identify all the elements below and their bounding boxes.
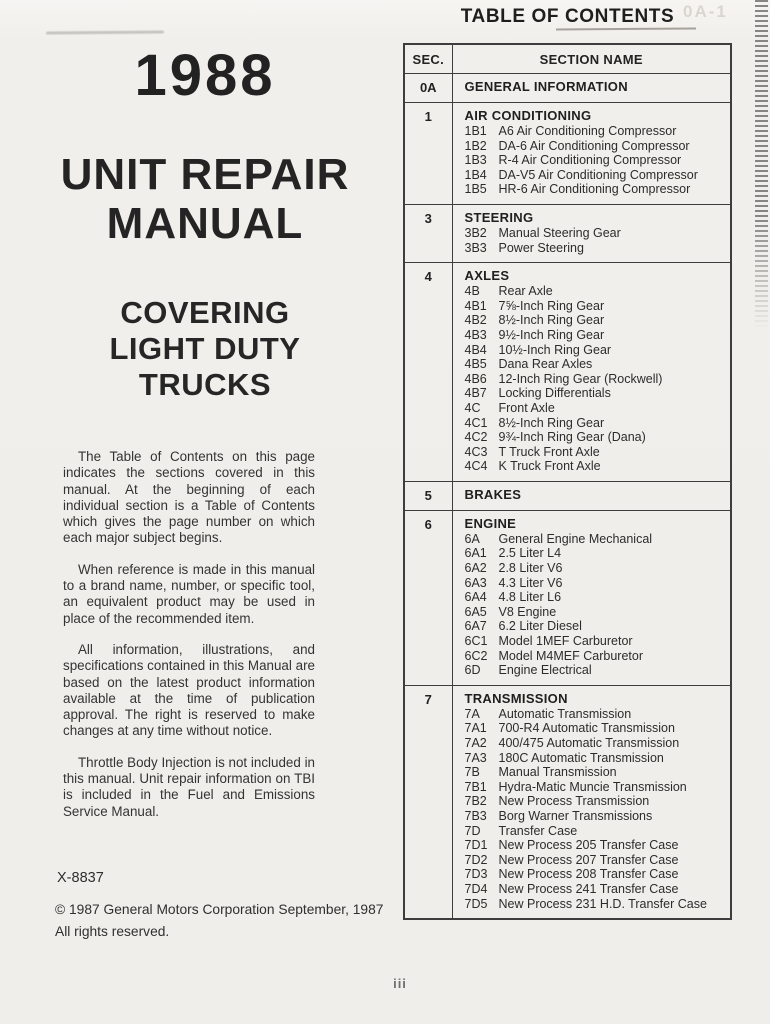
toc-item-label: New Process 241 Transfer Case (498, 881, 679, 896)
toc-item (465, 430, 725, 445)
intro-paragraph: All information, illustrations, and specifications contained in this Manual are based on the latest product information available at the time of publication approval. The right is reserved to make changes at any time without notice. (63, 641, 315, 739)
toc-item-code: 4C1 (464, 415, 488, 430)
cover-title-line2: MANUAL (106, 199, 304, 248)
cover-title-line1: UNIT REPAIR (60, 150, 350, 199)
bleed-through-page-mark: 0A-1 (683, 2, 728, 21)
toc-item-label: 12-Inch Ring Gear (Rockwell) (498, 371, 663, 386)
toc-section-row (404, 685, 731, 919)
toc-item-code: 6A5 (464, 604, 487, 619)
toc-item (465, 459, 725, 474)
toc-item-code: 4C2 (464, 430, 488, 445)
toc-item-label: A6 Air Conditioning Compressor (498, 124, 677, 138)
toc-item-label: 9½-Inch Ring Gear (498, 327, 605, 342)
toc-item-label: 4.8 Liter L6 (498, 590, 562, 605)
copyright-line1: © 1987 General Motors Corporation September, 1987 (55, 902, 384, 917)
section-name: TRANSMISSION (464, 690, 568, 706)
toc-section-row (404, 74, 731, 103)
toc-item-label: V8 Engine (498, 604, 557, 619)
toc-item (465, 590, 725, 605)
toc-item-code: 4B (464, 284, 480, 299)
toc-item (465, 153, 725, 168)
toc-item-code: 7D (464, 823, 481, 838)
toc-item-label: Model M4MEF Carburetor (498, 648, 643, 663)
toc-item-label: General Engine Mechanical (498, 531, 653, 546)
toc-item (465, 707, 725, 722)
toc-item-code: 6C2 (464, 648, 488, 663)
toc-item-code: 6A2 (464, 561, 487, 576)
toc-item-code: 4B4 (464, 342, 487, 357)
scan-artifact (46, 30, 164, 34)
toc-section-row (404, 103, 731, 205)
toc-item (465, 824, 725, 839)
toc-item-label: HR-6 Air Conditioning Compressor (498, 182, 691, 197)
section-name-cell (452, 263, 731, 482)
toc-item (465, 139, 725, 154)
toc-item-label: Transfer Case (498, 823, 578, 838)
copyright-line2: All rights reserved. (55, 924, 170, 939)
toc-item-label: New Process 207 Transfer Case (498, 852, 679, 867)
toc-section-row (404, 204, 731, 262)
section-name-cell (452, 204, 731, 262)
toc-item-code: 4B1 (464, 298, 487, 313)
toc-item (465, 532, 725, 547)
section-number: 5 (404, 481, 452, 510)
toc-item-label: 180C Automatic Transmission (498, 750, 664, 765)
toc-section-row (404, 263, 731, 482)
toc-item-code: 6D (464, 663, 481, 678)
cover-subtitle (30, 295, 380, 403)
section-name: AIR CONDITIONING (464, 108, 592, 123)
toc-item-code: 7D2 (464, 852, 488, 867)
cover-subtitle-line1: COVERING (120, 295, 290, 330)
toc-item (465, 605, 725, 620)
toc-item (465, 576, 725, 591)
toc-item-label: 6.2 Liter Diesel (498, 619, 582, 634)
toc-item (465, 561, 725, 576)
toc-item (465, 372, 725, 387)
toc-item-code: 4B2 (464, 313, 487, 328)
toc-item-label: Front Axle (498, 400, 555, 415)
toc-item (465, 226, 725, 241)
toc-item-code: 4B3 (464, 327, 487, 342)
toc-item-label: 8½-Inch Ring Gear (498, 415, 605, 430)
toc-item-code: 6A7 (464, 619, 487, 634)
toc-item (465, 182, 725, 197)
toc-item-label: Hydra-Matic Muncie Transmission (498, 779, 687, 794)
toc-table (403, 43, 732, 920)
toc-item-label: Borg Warner Transmissions (498, 808, 653, 823)
toc-item-label: 700-R4 Automatic Transmission (498, 721, 675, 736)
toc-item-label: Power Steering (498, 240, 584, 255)
cover-year: 1988 (134, 43, 276, 108)
toc-item-label: Model 1MEF Carburetor (498, 634, 633, 649)
toc-item-code: 4B7 (464, 386, 487, 401)
toc-item-code: 7D4 (464, 881, 488, 896)
toc-item (465, 284, 725, 299)
intro-paragraph: Throttle Body Injection is not included in this manual. Unit repair information on TBI is included in the Fuel and Emissions Service Manual. (63, 754, 315, 819)
section-name-cell (452, 103, 731, 205)
section-name-cell (452, 74, 731, 103)
section-name-cell (452, 510, 731, 685)
toc-item (465, 867, 725, 882)
toc-item (465, 751, 725, 766)
toc-item-code: 1B1 (464, 124, 487, 138)
toc-item-code: 7B3 (464, 808, 487, 823)
toc-item-code: 4C (464, 400, 481, 415)
toc-item (465, 838, 725, 853)
toc-item (465, 634, 725, 649)
toc-item (465, 897, 725, 912)
toc-item-code: 6A (464, 531, 480, 546)
page-number: iii (393, 976, 407, 991)
copyright-notice (55, 899, 455, 943)
toc-item-code: 7B (464, 765, 480, 780)
document-code: X-8837 (57, 870, 104, 886)
toc-title: TABLE OF CONTENTS (460, 6, 675, 27)
toc-item-label: 2.8 Liter V6 (498, 561, 563, 576)
toc-item-label: 4.3 Liter V6 (498, 575, 563, 590)
intro-text (63, 449, 315, 835)
cover-subtitle-line3: TRUCKS (138, 367, 272, 402)
toc-table-body (404, 74, 731, 920)
column-header-section-name: SECTION NAME (452, 44, 731, 74)
toc-section-row (404, 481, 731, 510)
intro-paragraph: When reference is made in this manual to a brand name, number, or specific tool, an equivalent product may be used in place of the recommended item. (63, 561, 315, 626)
toc-item-label: New Process 231 H.D. Transfer Case (498, 896, 707, 911)
toc-item (465, 765, 725, 780)
book-binding-edge (755, 0, 768, 330)
toc-item-label: New Process 208 Transfer Case (498, 867, 679, 882)
toc-item-code: 4B6 (464, 371, 487, 386)
toc-item (465, 168, 725, 183)
toc-item-label: Rear Axle (498, 284, 553, 299)
toc-item (465, 313, 725, 328)
toc-item-code: 3B2 (464, 225, 487, 240)
toc-item-code: 7A (464, 706, 480, 721)
toc-item-label: Engine Electrical (498, 663, 592, 678)
toc-item-code: 1B4 (464, 167, 487, 182)
toc-item (465, 809, 725, 824)
section-name: GENERAL INFORMATION (464, 79, 628, 94)
toc-item-label: Manual Transmission (498, 765, 617, 780)
toc-item (465, 445, 725, 460)
toc-item (465, 328, 725, 343)
toc-item (465, 416, 725, 431)
toc-item-code: 3B3 (464, 240, 487, 255)
toc-item-code: 7D5 (464, 896, 488, 911)
section-number: 6 (404, 510, 452, 685)
toc-item-label: 8½-Inch Ring Gear (498, 313, 605, 328)
toc-item-label: 10½-Inch Ring Gear (498, 342, 612, 357)
toc-item-code: 6C1 (464, 634, 488, 649)
toc-item-code: 4B5 (464, 357, 487, 372)
toc-item (465, 780, 725, 795)
column-header-sec: SEC. (404, 44, 452, 74)
toc-item (465, 343, 725, 358)
section-name: ENGINE (464, 515, 517, 531)
toc-item (465, 853, 725, 868)
toc-item-label: DA-V5 Air Conditioning Compressor (498, 167, 698, 182)
section-name: BRAKES (464, 486, 522, 502)
toc-item-label: K Truck Front Axle (498, 459, 601, 474)
section-number: 0A (404, 74, 452, 103)
toc-item-code: 1B2 (464, 138, 487, 153)
toc-title-underline (556, 28, 696, 31)
toc-item (465, 299, 725, 314)
toc-item-code: 7D1 (464, 838, 488, 853)
section-name: AXLES (464, 268, 510, 284)
section-number: 7 (404, 685, 452, 919)
cover-title (30, 150, 380, 248)
section-number: 4 (404, 263, 452, 482)
toc-item (465, 882, 725, 897)
toc-item-code: 1B5 (464, 182, 487, 197)
toc-item-label: Automatic Transmission (498, 706, 632, 721)
toc-item (465, 663, 725, 678)
cover-subtitle-line2: LIGHT DUTY (109, 331, 301, 366)
toc-item-code: 7B1 (464, 779, 487, 794)
toc-item (465, 546, 725, 561)
toc-item-code: 7A1 (464, 721, 487, 736)
toc-item-label: 9¾-Inch Ring Gear (Dana) (498, 430, 646, 445)
toc-item (465, 124, 725, 139)
toc-item-label: Dana Rear Axles (498, 357, 593, 372)
intro-paragraph: The Table of Contents on this page indicates the sections covered in this manual. At the beginning of each individual section is a Table of Contents which gives the page number on which each major subject begins. (63, 449, 315, 546)
toc-item-code: 1B3 (464, 153, 487, 168)
toc-item (465, 357, 725, 372)
toc-item (465, 649, 725, 664)
section-name: STEERING (464, 209, 534, 225)
toc-item-label: 7⅝-Inch Ring Gear (498, 298, 605, 313)
toc-item (465, 241, 725, 256)
toc-item-label: Manual Steering Gear (498, 225, 621, 240)
toc-item-code: 4C3 (464, 444, 488, 459)
toc-item-label: New Process Transmission (498, 794, 650, 809)
section-number: 3 (404, 204, 452, 262)
toc-header-row (404, 44, 731, 74)
toc-item-code: 7A2 (464, 736, 487, 750)
section-name-cell (452, 685, 731, 919)
toc-item-code: 6A4 (464, 590, 487, 605)
toc-item-code: 6A1 (464, 546, 487, 561)
toc-item-code: 7A3 (464, 750, 487, 765)
toc-item-label: T Truck Front Axle (498, 444, 600, 459)
toc-item-code: 7D3 (464, 867, 488, 882)
toc-item-label: 400/475 Automatic Transmission (498, 736, 680, 750)
toc-item-code: 4C4 (464, 459, 488, 474)
toc-item (465, 401, 725, 416)
section-number: 1 (404, 103, 452, 205)
toc-item-label: R-4 Air Conditioning Compressor (498, 153, 682, 168)
toc-item-label: DA-6 Air Conditioning Compressor (498, 138, 690, 153)
toc-item-label: 2.5 Liter L4 (498, 546, 562, 561)
toc-item (465, 736, 725, 751)
toc-item-label: New Process 205 Transfer Case (498, 838, 679, 853)
toc-item-code: 6A3 (464, 575, 487, 590)
toc-item (465, 386, 725, 401)
toc-item-code: 7B2 (464, 794, 487, 809)
toc-item-label: Locking Differentials (498, 386, 611, 401)
section-name-cell (452, 481, 731, 510)
toc-item (465, 794, 725, 809)
toc-item (465, 619, 725, 634)
toc-item (465, 721, 725, 736)
toc-section-row (404, 510, 731, 685)
